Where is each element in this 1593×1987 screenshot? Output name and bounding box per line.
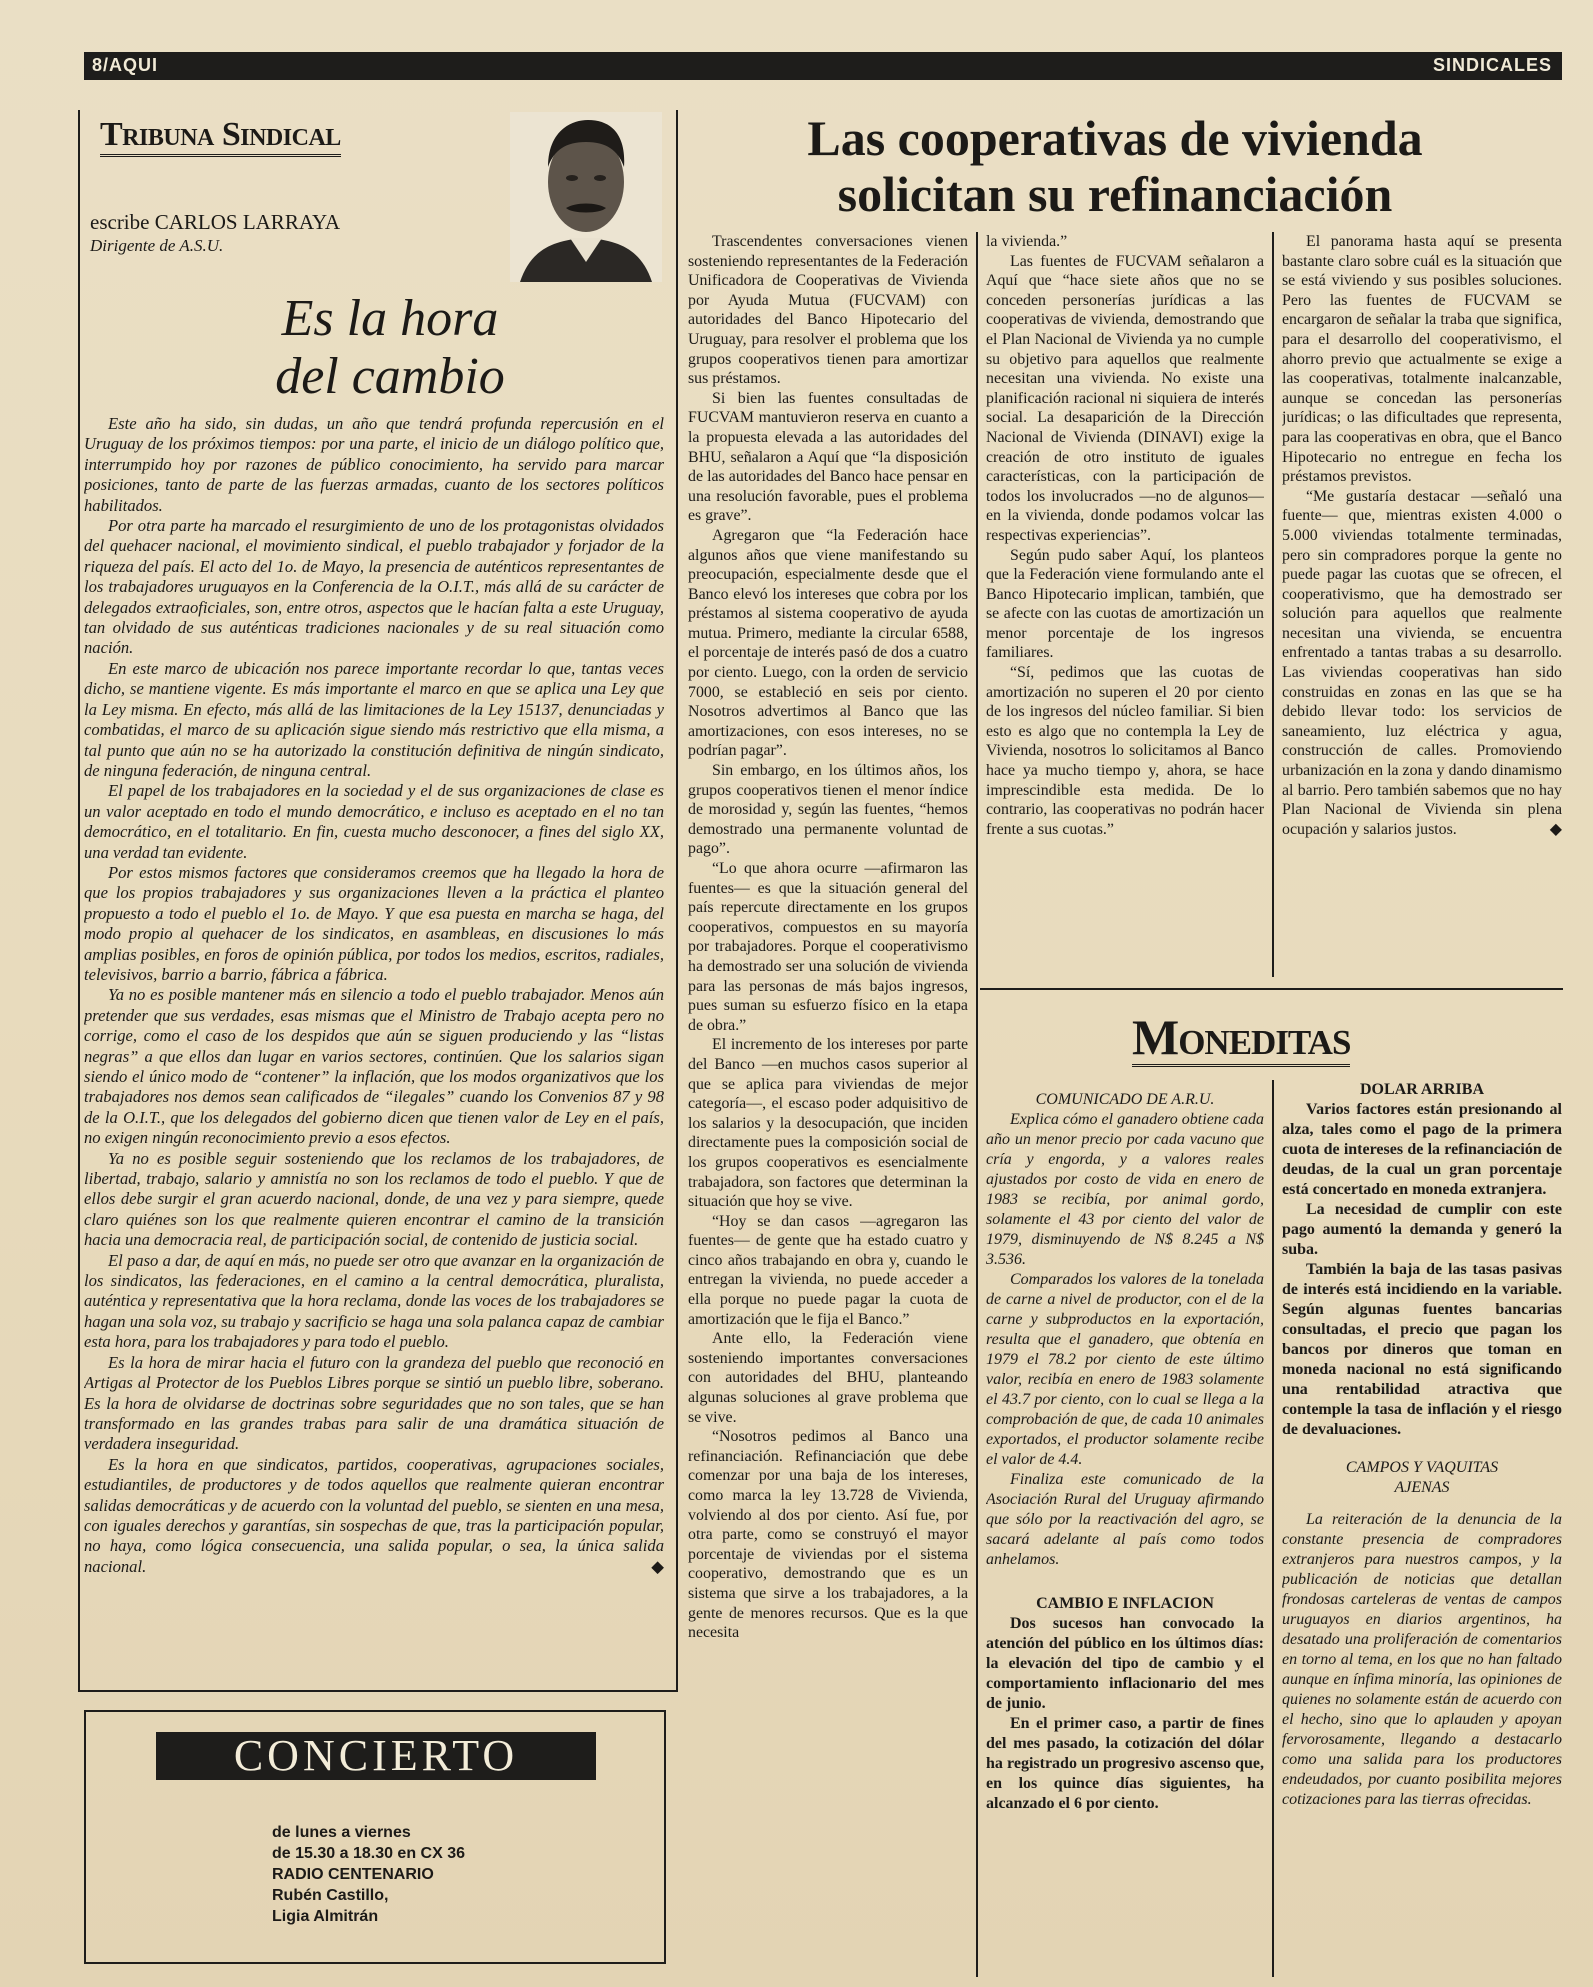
tribuna-paragraph: El papel de los trabajadores en la sociedad y el de sus organizaciones de clase es un valor aceptado en todo el mundo democrático, e incluso es aceptado en el no tan democrático, en el totalitario. En fin, cuesta mucho desconocer, a fines del siglo XX, una verdad tan evidente. bbox=[84, 781, 664, 862]
tribuna-paragraph: El paso a dar, de aquí en más, no puede ser otro que avanzar en la organización de los sindicatos, las federaciones, en el camino a la central democrática, pluralista, auténtica y representativa que la hora reclama, donde las voces de los trabajadores se hagan una sola voz, su trabajo y sacrificio se haga una sola palanca capaz de cambiar esta hora, para los trabajadores y para todo el pueblo. bbox=[84, 1250, 664, 1352]
author-portrait bbox=[510, 112, 662, 282]
concierto-line: de lunes a viernes bbox=[272, 1824, 411, 1841]
running-header bbox=[84, 52, 1562, 80]
moneditas-column-1 bbox=[986, 1090, 1264, 1977]
tribuna-paragraph: En este marco de ubicación nos parece importante recordar lo que, tantas veces dicho, se mantiene vigente. Es más importante el marco en que se aplica una Ley que la Ley misma. En efecto, más allá de las limitaciones de la Ley 15137, denunciadas y combatidas, el marco de su aplicación sigue siendo más restrictivo que ella misma, a tal punto que aún no se ha autorizado la constitución definitiva de ningún sindicato, de ninguna federación, de ninguna central. bbox=[84, 658, 664, 780]
main-column-2 bbox=[986, 232, 1264, 977]
tribuna-paragraph: Ya no es posible mantener más en silencio a todo el pueblo trabajador. Menos aún pretender que sus verdades, esas mismas que el Ministro de Trabajo acepta pero no corrige, como el caso de los despidos que aún se siguen produciendo y las “listas negras” a que ellos dan lugar en varios sectores, continúen. Que los salarios sigan siendo el único modo de “contener” la inflación, que los modos organizativos que los trabajadores nos demos sean calificados de “ilegales” cuando los Convenios 87 y 98 de la O.I.T., que los delegados del gobierno dicen que tienen valor de Ley en el país, no exigen ningún reconocimiento previo a esos efectos. bbox=[84, 985, 664, 1148]
aru-paragraph: Finaliza este comunicado de la Asociación Rural del Uruguay afirmando que sólo por la reactivación del agro, se sacará adelante al país como todos anhelamos. bbox=[986, 1471, 1264, 1568]
dolar-paragraph: También la baja de las tasas pasivas de interés está incidiendo en la variable. Según algunas fuentes bancarias consultadas, el precio que pagan los bancos por dineros que toman en moneda nacional no está significando una rentabilidad atractiva que contemple la tasa de inflación y el riesgo de devaluaciones. bbox=[1282, 1261, 1562, 1438]
column-rule-moneditas bbox=[1272, 1080, 1274, 1977]
moneditas-top-rule bbox=[980, 988, 1563, 990]
main-headline-line-1: Las cooperativas de vivienda bbox=[807, 110, 1423, 166]
dolar-heading: DOLAR ARRIBA bbox=[1359, 1081, 1484, 1098]
moneditas-column-2 bbox=[1282, 1080, 1562, 1977]
main-column-1 bbox=[688, 232, 968, 1977]
tribuna-sindical-logo: Tribuna Sindical bbox=[100, 116, 341, 157]
campos-heading-line-1: CAMPOS Y VAQUITAS bbox=[1345, 1459, 1499, 1476]
main-last-text: “Me gustaría destacar —señaló una fuente— que, mientras existen 4.000 o 5.000 viviendas totalmente terminadas, pero sin compradores porque la gente no puede pagar las cuotas que se ofrecen, el cooperativismo, que ha demostrado ser solución para aquellos que realmente necesitan una vivienda, se encuentra enfrentado a tantas trabas a su desarrollo. Las viviendas cooperativas han sido construidas en zonas en las que se ha debido llevar todo: los servicios de saneamiento, luz eléctrica y agua, construcción de calles. Promoviendo urbanización en la zona y dando dinamismo al barrio. Pero también sabemos que no hay Plan Nacional de Vivienda sin plena ocupación y salarios justos. bbox=[1282, 487, 1562, 838]
tribuna-bottom-rule bbox=[78, 1690, 678, 1692]
main-paragraph: “Lo que ahora ocurre —afirmaron las fuentes— es que la situación general del país repercute directamente en los grupos cooperativos, compuestos en su mayoría por trabajadores. Porque el cooperativismo ha demostrado ser una solución de vivienda para las personas de más bajos ingresos, pues suman su esfuerzo físico en la etapa de obra.” bbox=[688, 860, 968, 1034]
section-name: SINDICALES bbox=[1432, 55, 1552, 75]
main-paragraph: Agregaron que “la Federación hace algunos años que viene manifestando su preocupación, especialmente desde que el Banco elevó los intereses que cobra por los préstamos al sistema cooperativo de ayuda mutua. Primero, mediante la circular 6588, el porcentaje de interés pasó de dos a cuatro por ciento. Luego, con la orden de servicio 7000, se estableció en seis por ciento. Nosotros advertimos al Banco que las amortizaciones, con esos intereses, no se podrían pagar”. bbox=[688, 526, 968, 760]
campos-paragraph: La reiteración de la denuncia de la constante presencia de compradores extranjeros para nuestros campos, y la publicación de noticias que detallan frondosas carteleras de ventas de campos uruguayos en diarios argentinos, ha desatado una proliferación de comentarios en torno al tema, en los que no han faltado aunque en ínfima minoría, las opiniones de quienes no solamente están de acuerdo con el hecho, sino que lo aplauden y apoyan fervorosamente, llegando a destacarlo como una salida para los productores endeudados, por cuanto posibilita mejores cotizaciones para las tierras ofrecidas. bbox=[1282, 1511, 1562, 1808]
dolar-body bbox=[1282, 1100, 1562, 1440]
tribuna-paragraph: Es la hora de mirar hacia el futuro con la grandeza del pueblo que reconoció en Artigas al Protector de los Pueblos Libres porque se sintió un pueblo libre, soberano. Es la hora de olvidarse de doctrinas sobre seguridades que no son tales, que se han transformado en las grandes trabas para salir de una dramática situación de verdadera inseguridad. bbox=[84, 1352, 664, 1454]
moneditas-logo: Moneditas bbox=[1132, 1009, 1351, 1065]
cambio-paragraph: Dos sucesos han convocado la atención del público en los últimos días: la elevación del tipo de cambio y el comportamiento inflacionario del mes de junio. bbox=[986, 1615, 1264, 1712]
main-paragraph: “Nosotros pedimos al Banco una refinanciación. Refinanciación que debe comenzar por una baja de los intereses, como marca la ley 13.728 de Vivienda, volviendo al dos por ciento. Así fue, por otra parte, como se construyó el mayor porcentaje de viviendas por el sistema cooperativo, demostrando que es un sistema que sirve a los trabajadores, a la gente de menores recursos. Que es la que necesita bbox=[688, 1428, 968, 1642]
main-headline bbox=[700, 110, 1530, 222]
tribuna-title bbox=[240, 290, 540, 406]
main-paragraph: “Hoy se dan casos —agregaron las fuentes— de gente que ha estado cuatro y cinco años trabajando en obra y, cuando le entregan la vivienda, no puede acceder a ella porque no puede pagar la cuota de amortización que le fija el Banco.” bbox=[688, 1212, 968, 1328]
main-paragraph: Trascendentes conversaciones vienen sosteniendo representantes de la Federación Unificadora de Cooperativas de Vivienda por Ayuda Mutua (FUCVAM) con autoridades del Banco Hipotecario del Uruguay, para resolver el problema que los grupos cooperativos tienen para amortizar sus préstamos. bbox=[688, 233, 968, 388]
column-rule-left bbox=[78, 110, 80, 1690]
aru-paragraph: Explica cómo el ganadero obtiene cada año un menor precio por cada vacuno que cría y engorda, y a valores reales ajustados por costo de vida en enero de 1983 se recibía, por animal gordo, solamente el 43 por ciento del valor de 1979, disminuyendo de N$ 8.245 a N$ 3.536. bbox=[986, 1111, 1264, 1268]
main-column-3 bbox=[1282, 232, 1562, 977]
cambio-paragraph: En el primer caso, a partir de fines del mes pasado, la cotización del dólar ha registrado un progresivo ascenso que, en los quince días siguientes, ha alcanzado el 6 por ciento. bbox=[986, 1715, 1264, 1812]
tribuna-paragraph: Este año ha sido, sin dudas, un año que tendrá profunda repercusión en el Uruguay de los próximos tiempos: por una parte, el inicio de un diálogo político que, interrumpido hoy por razones de público conocimiento, ha servido para marcar posiciones, tanto de parte de las fuerzas armadas, cuanto de los sectores políticos habilitados. bbox=[84, 414, 664, 515]
aru-paragraph: Comparados los valores de la tonelada de carne a nivel de productor, con el de la carne y subproductos en la exportación, resulta que el ganadero, que obtenía en 1979 el 78.2 por ciento de este último valor, recibía en enero de 1983 solamente el 43.7 por ciento, con lo cual se llega a la comprobación de que, de cada 10 animales exportados, el productor solamente recibe el valor de 4.4. bbox=[986, 1271, 1264, 1468]
concierto-line: RADIO CENTENARIO bbox=[272, 1866, 434, 1883]
tribuna-paragraph: Por estos mismos factores que consideramos creemos que ha llegado la hora de que los propios trabajadores y sus organizaciones lleven a la práctica el planteo propuesto a todo el pueblo el 1o. de Mayo. Y que esa puesta en marcha se haga, del modo propio al quehacer de los sindicatos, en asambleas, en discusiones lo más amplias posibles, en foros de opinión pública, por todos los medios, escritos, radiales, televisivos, barrio a barrio, fábrica a fábrica. bbox=[84, 862, 664, 984]
portrait-illustration bbox=[510, 112, 662, 282]
main-paragraph: Según pudo saber Aquí, los planteos que la Federación viene formulando ante el Banco Hipotecario implican, también, que se afecte con las cuotas de amortización un menor porcentaje de los ingresos familiares. bbox=[986, 546, 1264, 662]
column-rule-main-2 bbox=[1272, 232, 1274, 977]
main-paragraph: Sin embargo, en los últimos años, los grupos cooperativos tienen el menor índice de morosidad y, según las fuentes, “hemos demostrado una permanente voluntad de pago”. bbox=[688, 762, 968, 858]
main-paragraph: “Sí, pedimos que las cuotas de amortización no superen el 20 por ciento de los ingresos del núcleo familiar. Si bien esto es algo que no contempla la Ley de Vivienda, nosotros lo solicitamos al Banco hace ya mucho tiempo y, ahora, se hace imprescindible esta medida. De lo contrario, las cooperativas no podrán hacer frente a sus cuotas.” bbox=[986, 664, 1264, 838]
end-mark: ◆ bbox=[651, 1556, 664, 1576]
author-role: Dirigente de A.S.U. bbox=[90, 236, 224, 255]
concierto-line: de 15.30 a 18.30 en CX 36 bbox=[272, 1845, 466, 1862]
tribuna-body bbox=[84, 414, 664, 1684]
main-headline-line-2: solicitan su refinanciación bbox=[837, 166, 1393, 222]
cambio-body bbox=[986, 1614, 1264, 1814]
main-paragraph: El incremento de los intereses por parte del Banco —en muchos casos superior al que se aplica para viviendas de mejor categoría—, el escaso poder adquisitivo de los salarios y la desocupación, que inciden directamente pues la composición social de los grupos cooperativos es esencialmente trabajadora, son factores que determinan la situación que hoy se vive. bbox=[688, 1036, 968, 1211]
main-paragraph: Las fuentes de FUCVAM señalaron a Aquí que “hace siete años que no se conceden personerías jurídicas a las cooperativas de vivienda, demostrando que el Plan Nacional de Vivienda ya no cumple su objetivo para aquellos que realmente necesitan una vivienda. No existe una planificación racional ni siquiera de interés social. La desaparición de la Dirección Nacional de Vivienda (DINAVI) exige la creación de otro instituto de iguales características, con la participación de todos los involucrados —no de algunos— en la vivienda, donde podamos volcar las respectivas experiencias”. bbox=[986, 252, 1264, 544]
campos-heading-line-2: AJENAS bbox=[1394, 1479, 1450, 1496]
tribuna-paragraph: Ya no es posible seguir sosteniendo que los reclamos de los trabajadores, de libertad, trabajo, salario y amnistía no son los reclamos de todo el pueblo. Y que de ellos debe surgir el gran acuerdo nacional, donde, de una vez y para siempre, quede claro quiénes son los que realmente quieren encontrar el camino de la transición hacia una democracia real, de participación social, de contenido de justicia social. bbox=[84, 1148, 664, 1250]
column-rule-tribuna bbox=[676, 110, 678, 1690]
column-rule-main-1 bbox=[976, 232, 978, 1977]
tribuna-title-line-1: Es la hora bbox=[281, 290, 499, 347]
campos-heading bbox=[1282, 1458, 1562, 1498]
main-paragraph: Si bien las fuentes consultadas de FUCVAM mantuvieron reserva en cuanto a la propuesta elevada a las autoridades del BHU, señalaron a Aquí que “la disposición de las autoridades del Banco hace pensar en una resolución favorable, pues el problema es grave”. bbox=[688, 389, 968, 525]
tribuna-paragraph bbox=[84, 1455, 664, 1577]
dolar-paragraph: Varios factores están presionando al alza, tales como el pago de la primera cuota de intereses de la refinanciación de deudas, de la cual un gran porcentaje está concertado en moneda extranjera. bbox=[1282, 1101, 1562, 1198]
dolar-paragraph: La necesidad de cumplir con este pago aumentó la demanda y generó la suba. bbox=[1282, 1201, 1562, 1258]
concierto-line: Rubén Castillo, bbox=[272, 1887, 389, 1904]
aru-heading: COMUNICADO DE A.R.U. bbox=[1035, 1091, 1215, 1108]
concierto-details bbox=[272, 1822, 465, 1927]
concierto-title: CONCIERTO bbox=[156, 1732, 596, 1780]
byline: escribe CARLOS LARRAYA bbox=[90, 210, 341, 234]
tribuna-last-text: Es la hora en que sindicatos, partidos, cooperativas, agrupaciones sociales, estudiantiles, de productores y de todos aquellos que realmente quieran encontrar salidas democráticas y de acuerdo con la voluntad del pueblo, se sienten en una mesa, con iguales derechos y garantías, sin sospechas de que, tras la participación popular, no haya, como lógica consecuencia, una salida popular, o sea, la única salida nacional. bbox=[84, 1454, 664, 1576]
main-paragraph bbox=[1282, 487, 1562, 840]
main-paragraph: la vivienda.” bbox=[986, 233, 1068, 250]
tribuna-paragraph: Por otra parte ha marcado el resurgimiento de uno de los protagonistas olvidados del quehacer nacional, el movimiento sindical, el pueblo trabajador y forjador de la riqueza del país. El acto del 1o. de Mayo, la presencia de auténticos representantes de los trabajadores uruguayos en la Conferencia de la O.I.T., más allá de su carácter de delegados extraoficiales, son, entre otros, aspectos que le hacían falta a este Uruguay, tan olvidado de sus auténticas tradiciones nacionales y de su real situación como nación. bbox=[84, 516, 664, 658]
cambio-heading: CAMBIO E INFLACION bbox=[1036, 1595, 1214, 1612]
page-folio: 8/AQUI bbox=[92, 55, 159, 75]
tribuna-title-line-2: del cambio bbox=[275, 348, 505, 405]
aru-body bbox=[986, 1110, 1264, 1570]
concierto-line: Ligia Almitrán bbox=[272, 1908, 379, 1925]
main-paragraph: Ante ello, la Federación viene sosteniendo importantes conversaciones con autoridades del BHU, planteando algunas soluciones al grave problema que se vive. bbox=[688, 1330, 968, 1426]
main-paragraph: El panorama hasta aquí se presenta bastante claro sobre cuál es la situación que se está viviendo y sus posibles soluciones. Pero las fuentes de FUCVAM se encargaron de señalar la traba que significa, para el desarrollo del cooperativismo, el ahorro previo que actualmente se exige a las cooperativas, totalmente inalcanzable, aunque se concedan las personerías jurídicas; o las dificultades que representa, para las cooperativas en obra, que el Banco Hipotecario no entregue en fecha los préstamos previstos. bbox=[1282, 233, 1562, 486]
campos-body bbox=[1282, 1510, 1562, 1810]
end-mark: ◆ bbox=[1549, 820, 1562, 838]
